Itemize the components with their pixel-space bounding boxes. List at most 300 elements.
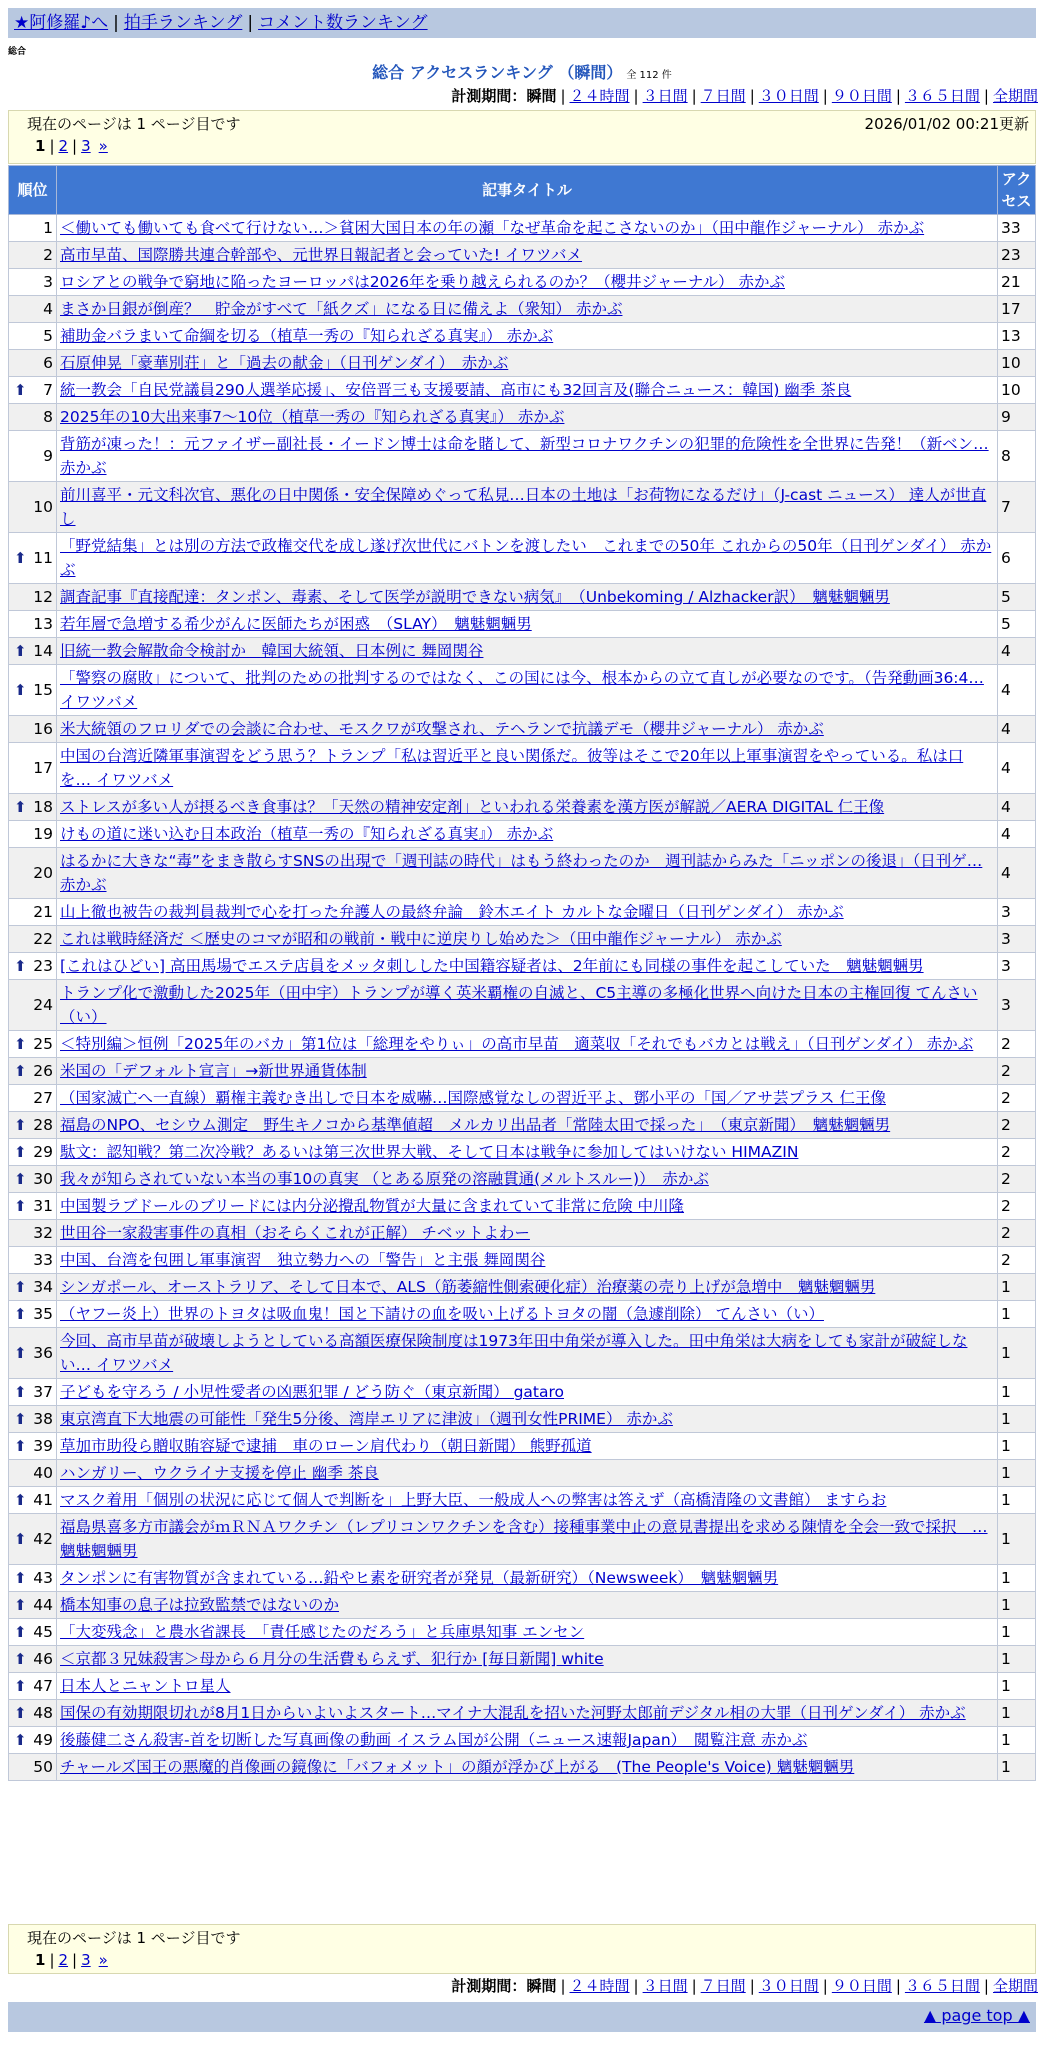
up-arrow-icon: ⬆ [14, 549, 27, 567]
title-cell [57, 743, 998, 794]
table-row [9, 323, 1036, 350]
table-row [9, 821, 1036, 848]
up-arrow-icon: ⬆ [14, 1383, 27, 1401]
top-navigation [8, 8, 1036, 38]
period-separator: | [749, 87, 755, 105]
table-row [9, 1193, 1036, 1220]
table-row [9, 1058, 1036, 1085]
period-link[interactable]: ３０日間 [758, 1977, 819, 1995]
article-title-link[interactable]: 東京湾直下大地震の可能性「発生5分後、湾岸エリアに津波」（週刊女性PRIME） 赤かぶ [60, 1410, 673, 1428]
access-count: 1 [998, 1406, 1036, 1433]
access-count: 1 [998, 1328, 1036, 1379]
rank-cell [9, 1565, 57, 1592]
rank-cell [9, 1247, 57, 1274]
table-row [9, 953, 1036, 980]
access-count: 2 [998, 1247, 1036, 1274]
table-row [9, 899, 1036, 926]
rank-cell [9, 1166, 57, 1193]
page-title [0, 60, 1044, 83]
period-separator: | [822, 1977, 828, 1995]
article-title-link[interactable]: タンポンに有害物質が含まれている…鉛やヒ素を研究者が発見（最新研究）（Newsweek） 魑魅魍魎男 [60, 1569, 779, 1587]
rank-cell [9, 1406, 57, 1433]
title-cell [57, 242, 998, 269]
article-title-link[interactable]: 米大統領のフロリダでの会談に合わせ、モスクワが攻撃され、テヘランで抗議デモ（櫻井ジャーナル） 赤かぶ [60, 720, 824, 738]
article-title-link[interactable]: けもの道に迷い込む日本政治（植草一秀の『知られざる真実』） 赤かぶ [60, 825, 554, 843]
up-arrow-icon: ⬆ [14, 1062, 27, 1080]
page-current: 1 [35, 137, 46, 155]
access-count: 3 [998, 980, 1036, 1031]
article-title-link[interactable]: [これはひどい] 高田馬場でエステ店員をメッタ刺しした中国籍容疑者は、2年前にも同様の事件を起こしていた 魑魅魍魎男 [60, 957, 924, 975]
table-row [9, 1433, 1036, 1460]
title-cell [57, 1754, 998, 1781]
nav-link-comment-ranking[interactable]: コメント数ランキング [258, 13, 428, 33]
article-title-link[interactable]: 石原伸晃「豪華別荘」と「過去の献金」（日刊ゲンダイ） 赤かぶ [60, 354, 509, 372]
article-title-link[interactable]: 駄文：認知戦？第二次冷戦？あるいは第三次世界大戦、そして日本は戦争に参加してはいけない HIMAZIN [60, 1143, 799, 1161]
article-title-link[interactable]: 草加市助役ら贈収賄容疑で逮捕 車のローン肩代わり（朝日新聞） 熊野孤道 [60, 1437, 592, 1455]
access-count: 3 [998, 926, 1036, 953]
article-title-link[interactable]: 「警察の腐敗」について、批判のための批判するのではなく、この国には今、根本からの立て直しが必要なのです。（告発動画36:4… イワツバメ [60, 669, 984, 711]
table-row [9, 1727, 1036, 1754]
title-cell [57, 1379, 998, 1406]
article-title-link[interactable]: 「野党結集」とは別の方法で政権交代を成し遂げ次世代にバトンを渡したい これまでの50年 これからの50年（日刊ゲンダイ） 赤かぶ [60, 537, 992, 579]
access-count: 1 [998, 1700, 1036, 1727]
article-title-link[interactable]: まさか日銀が倒産？ 貯金がすべて「紙クズ」になる日に備えよ（衆知） 赤かぶ [60, 300, 623, 318]
up-arrow-icon: ⬆ [14, 1305, 27, 1323]
rank-cell [9, 821, 57, 848]
period-link[interactable]: ３日間 [642, 1977, 688, 1995]
title-cell [57, 1673, 998, 1700]
period-link[interactable]: ２４時間 [569, 1977, 630, 1995]
rank-number: 29 [33, 1143, 53, 1161]
table-row [9, 1754, 1036, 1781]
article-title-link[interactable]: ＜特別編＞恒例「2025年のバカ」第1位は「総理をやりぃ」の高市早苗 適菜収「それでもバカとは戦え」（日刊ゲンダイ） 赤かぶ [60, 1035, 974, 1053]
rank-number: 28 [33, 1116, 53, 1134]
rank-number: 20 [33, 864, 53, 882]
title-cell [57, 1592, 998, 1619]
period-link[interactable]: ３０日間 [758, 87, 819, 105]
table-row [9, 1166, 1036, 1193]
rank-cell [9, 899, 57, 926]
period-current: 瞬間 [526, 87, 557, 105]
rank-number: 13 [33, 615, 53, 633]
up-arrow-icon: ⬆ [14, 1596, 27, 1614]
title-cell [57, 1085, 998, 1112]
page-link[interactable]: 3 [81, 1951, 91, 1969]
rank-cell [9, 1220, 57, 1247]
nav-separator: | [247, 13, 254, 33]
footer-bar [8, 2002, 1036, 2032]
total-count: 全 112 件 [626, 70, 672, 81]
table-row [9, 296, 1036, 323]
period-link[interactable]: ７日間 [700, 87, 746, 105]
table-row [9, 848, 1036, 899]
access-count: 1 [998, 1619, 1036, 1646]
rank-number: 32 [33, 1224, 53, 1242]
rank-number: 25 [33, 1035, 53, 1053]
up-arrow-icon: ⬆ [14, 1623, 27, 1641]
table-row [9, 215, 1036, 242]
access-count: 6 [998, 533, 1036, 584]
title-cell [57, 665, 998, 716]
article-title-link[interactable]: 「大変残念」と農水省課長 「責任感じたのだろう」と兵庫県知事 エンセン [60, 1623, 585, 1641]
rank-cell [9, 215, 57, 242]
page-separator: | [72, 137, 78, 155]
access-count: 2 [998, 1058, 1036, 1085]
period-link[interactable]: ７日間 [700, 1977, 746, 1995]
column-header-access: アクセス [998, 166, 1036, 215]
title-cell [57, 1406, 998, 1433]
rank-number: 46 [33, 1650, 53, 1668]
page-next-link[interactable]: » [98, 137, 108, 155]
period-label: 計測期間： [451, 1977, 527, 1995]
article-title-link[interactable]: これは戦時経済だ ＜歴史のコマが昭和の戦前・戦中に逆戻りし始めた＞（田中龍作ジャーナル） 赤かぶ [60, 930, 782, 948]
rank-cell [9, 1700, 57, 1727]
article-title-link[interactable]: 米国の「デフォルト宣言」→新世界通貨体制 [60, 1062, 367, 1080]
rank-number: 45 [33, 1623, 53, 1641]
article-title-link[interactable]: 中国製ラブドールのブリードには内分泌攪乱物質が大量に含まれていて非常に危険 中川隆 [60, 1197, 685, 1215]
article-title-link[interactable]: 調査記事『直接配達：タンポン、毒素、そして医学が説明できない病気』 （Unbekoming / Alzhacker訳） 魑魅魍魎男 [60, 588, 890, 606]
access-count: 10 [998, 377, 1036, 404]
up-arrow-icon: ⬆ [14, 1197, 27, 1215]
period-link[interactable]: ３６５日間 [904, 87, 980, 105]
access-count: 1 [998, 1673, 1036, 1700]
table-row [9, 1406, 1036, 1433]
title-cell [57, 1460, 998, 1487]
rank-cell [9, 926, 57, 953]
table-row [9, 716, 1036, 743]
period-link[interactable]: ９０日間 [831, 87, 892, 105]
up-arrow-icon: ⬆ [14, 1143, 27, 1161]
article-title-link[interactable]: 山上徹也被告の裁判員裁判で心を打った弁護人の最終弁論 鈴木エイト カルトな金曜日（日刊ゲンダイ） 赤かぶ [60, 903, 844, 921]
rank-number: 40 [33, 1464, 53, 1482]
rank-cell [9, 323, 57, 350]
article-title-link[interactable]: トランプ化で激動した2025年（田中宇）トランプが導く英米覇権の自滅と、C5主導の多極化世界へ向けた日本の主権回復 てんさい（い） [60, 984, 978, 1026]
rank-cell [9, 1754, 57, 1781]
period-link[interactable]: ３日間 [642, 87, 688, 105]
rank-cell [9, 350, 57, 377]
article-title-link[interactable]: 高市早苗、国際勝共連合幹部や、元世界日報記者と会っていた! イワツバメ [60, 246, 583, 264]
table-row [9, 1592, 1036, 1619]
title-cell [57, 794, 998, 821]
access-count: 3 [998, 899, 1036, 926]
article-title-link[interactable]: マスク着用「個別の状況に応じて個人で判断を」上野大臣、一般成人への弊害は答えず（高橋清隆の文書館） ますらお [60, 1491, 887, 1509]
up-arrow-icon: ⬆ [14, 642, 27, 660]
title-cell [57, 215, 998, 242]
rank-number: 34 [33, 1278, 53, 1296]
article-title-link[interactable]: シンガポール、オーストラリア、そして日本で、ALS（筋萎縮性側索硬化症）治療薬の売り上げが急増中 魑魅魍魎男 [60, 1278, 876, 1296]
rank-number: 8 [43, 408, 53, 426]
article-title-link[interactable]: 今回、高市早苗が破壊しようとしている高額医療保険制度は1973年田中角栄が導入した。田中角栄は大病をしても家計が破綻しない… イワツバメ [60, 1332, 968, 1374]
article-title-link[interactable]: 後藤健二さん殺害-首を切断した写真画像の動画 イスラム国が公開（ニュース速報Japan） 閲覧注意 赤かぶ [60, 1731, 808, 1749]
access-count: 13 [998, 323, 1036, 350]
title-cell [57, 1139, 998, 1166]
rank-number: 21 [33, 903, 53, 921]
title-cell [57, 1565, 998, 1592]
access-count: 2 [998, 1112, 1036, 1139]
rank-cell [9, 953, 57, 980]
page-top-link[interactable]: ▲ page top ▲ [923, 2006, 1030, 2025]
ranking-table [8, 165, 1036, 1781]
title-cell [57, 1112, 998, 1139]
rank-number: 10 [33, 498, 53, 516]
period-separator: | [895, 1977, 901, 1995]
article-title-link[interactable]: はるかに大きな“毒”をまき散らすSNSの出現で「週刊誌の時代」はもう終わったのか 週刊誌からみた「ニッポンの後退」（日刊ゲ… 赤かぶ [60, 852, 983, 894]
title-cell [57, 1700, 998, 1727]
nav-link-applause-ranking[interactable]: 拍手ランキング [123, 13, 243, 33]
article-title-link[interactable]: 国保の有効期限切れが8月1日からいよいよスタート…マイナ大混乱を招いた河野太郎前デジタル相の大罪（日刊ゲンダイ） 赤かぶ [60, 1704, 966, 1722]
access-count: 1 [998, 1514, 1036, 1565]
title-cell [57, 533, 998, 584]
title-cell [57, 296, 998, 323]
access-count: 1 [998, 1433, 1036, 1460]
article-title-link[interactable]: 福島のNPO、セシウム測定 野生キノコから基準値超 メルカリ出品者「常陸太田で採った」 （東京新聞） 魑魅魍魎男 [60, 1116, 891, 1134]
rank-number: 26 [33, 1062, 53, 1080]
article-title-link[interactable]: 世田谷一家殺害事件の真相（おそらくこれが正解） チベットよわー [60, 1224, 530, 1242]
article-title-link[interactable]: 旧統一教会解散命令検討か 韓国大統領、日本例に 舞岡関谷 [60, 642, 484, 660]
article-title-link[interactable]: 若年層で急増する希少がんに医師たちが困惑 （SLAY） 魑魅魍魎男 [60, 615, 532, 633]
rank-cell [9, 1274, 57, 1301]
column-header-title: 記事タイトル [57, 166, 998, 215]
access-count: 4 [998, 743, 1036, 794]
rank-cell [9, 482, 57, 533]
access-count: 1 [998, 1274, 1036, 1301]
access-count: 23 [998, 242, 1036, 269]
access-count: 2 [998, 1166, 1036, 1193]
rank-cell [9, 1112, 57, 1139]
table-row [9, 1460, 1036, 1487]
table-row [9, 665, 1036, 716]
rank-cell [9, 584, 57, 611]
up-arrow-icon: ⬆ [14, 1170, 27, 1188]
article-title-link[interactable]: 中国の台湾近隣軍事演習をどう思う？トランプ「私は習近平と良い関係だ。彼等はそこで20年以上軍事演習をやっている。私は口を… イワツバメ [60, 747, 964, 789]
period-separator: | [749, 1977, 755, 1995]
period-separator: | [633, 1977, 639, 1995]
section-label: 総合 [8, 47, 27, 57]
table-row [9, 1031, 1036, 1058]
access-count: 1 [998, 1646, 1036, 1673]
up-arrow-icon: ⬆ [14, 1677, 27, 1695]
article-title-link[interactable]: 前川喜平・元文科次官、悪化の日中関係・安全保障めぐって私見…日本の土地は「お荷物になるだけ」（J-cast ニュース） 達人が世直し [60, 486, 987, 528]
rank-cell [9, 1487, 57, 1514]
article-title-link[interactable]: 我々が知らされていない本当の事10の真実 （とある原発の溶融貫通(メルトスルー)） 赤かぶ [60, 1170, 709, 1188]
access-count: 10 [998, 350, 1036, 377]
period-selector-bottom [451, 1976, 1038, 1996]
rank-cell [9, 716, 57, 743]
rank-number: 14 [33, 642, 53, 660]
article-title-link[interactable]: （国家滅亡へ一直線）覇権主義むき出しで日本を威嚇…国際感覚なしの習近平よ、鄧小平の「国／アサ芸プラス 仁王像 [60, 1089, 886, 1107]
rank-number: 49 [33, 1731, 53, 1749]
period-link[interactable]: 全期間 [992, 1977, 1038, 1995]
period-link[interactable]: ２４時間 [569, 87, 630, 105]
table-row [9, 1619, 1036, 1646]
article-title-link[interactable]: 中国、台湾を包囲し軍事演習 独立勢力への「警告」と主張 舞岡関谷 [60, 1251, 546, 1269]
rank-number: 42 [33, 1530, 53, 1548]
rank-cell [9, 848, 57, 899]
page-link[interactable]: 2 [58, 1951, 69, 1969]
rank-number: 3 [43, 273, 53, 291]
rank-number: 33 [33, 1251, 53, 1269]
access-count: 4 [998, 665, 1036, 716]
rank-cell [9, 1301, 57, 1328]
access-count: 2 [998, 1085, 1036, 1112]
access-count: 21 [998, 269, 1036, 296]
access-count: 3 [998, 953, 1036, 980]
table-row [9, 350, 1036, 377]
access-count: 4 [998, 716, 1036, 743]
rank-number: 48 [33, 1704, 53, 1722]
table-row [9, 1565, 1036, 1592]
article-title-link[interactable]: （ヤフー炎上）世界のトヨタは吸血鬼！国と下請けの血を吸い上げるトヨタの闇（急遽削除） てんさい（い） [60, 1305, 824, 1323]
article-title-link[interactable]: 福島県喜多方市議会がｍＲＮＡワクチン（レプリコンワクチンを含む）接種事業中止の意見書提出を求める陳情を全会一致で採択 … 魑魅魍魎男 [60, 1518, 988, 1560]
article-title-link[interactable]: ハンガリー、ウクライナ支援を停止 幽季 茶良 [60, 1464, 379, 1482]
pagination-bottom [35, 1949, 1025, 1971]
access-count: 1 [998, 1301, 1036, 1328]
title-cell [57, 377, 998, 404]
title-cell [57, 953, 998, 980]
rank-number: 19 [33, 825, 53, 843]
title-cell [57, 431, 998, 482]
page-separator: | [72, 1951, 78, 1969]
period-separator: | [983, 1977, 989, 1995]
title-cell [57, 269, 998, 296]
article-title-link[interactable]: 2025年の10大出来事7～10位（植草一秀の『知られざる真実』） 赤かぶ [60, 408, 565, 426]
rank-number: 11 [33, 549, 53, 567]
table-row [9, 1247, 1036, 1274]
period-separator: | [691, 87, 697, 105]
period-separator: | [895, 87, 901, 105]
period-link[interactable]: ９０日間 [831, 1977, 892, 1995]
up-arrow-icon: ⬆ [14, 957, 27, 975]
period-link[interactable]: ３６５日間 [904, 1977, 980, 1995]
article-title-link[interactable]: チャールズ国王の悪魔的肖像画の鏡像に「バフォメット」の顔が浮かび上がる (The People's Voice) 魑魅魍魎男 [60, 1758, 855, 1776]
rank-cell [9, 794, 57, 821]
access-count: 1 [998, 1379, 1036, 1406]
period-separator: | [633, 87, 639, 105]
page-info-bottom [8, 1924, 1036, 1974]
title-cell [57, 716, 998, 743]
article-title-link[interactable]: ロシアとの戦争で窮地に陥ったヨーロッパは2026年を乗り越えられるのか？（櫻井ジャーナル） 赤かぶ [60, 273, 785, 291]
article-title-link[interactable]: ＜京都３兄妹殺害＞母から６月分の生活費もらえず、犯行か [毎日新聞] white [60, 1650, 604, 1668]
article-title-link[interactable]: 統一教会「自民党議員290人選挙応援」、安倍晋三も支援要請、高市にも32回言及(聯合ニュース：韓国) 幽季 茶良 [60, 381, 852, 399]
title-cell [57, 821, 998, 848]
article-title-link[interactable]: 日本人とニャントロ星人 [60, 1677, 231, 1695]
table-row [9, 1487, 1036, 1514]
table-row [9, 743, 1036, 794]
table-row [9, 638, 1036, 665]
article-title-link[interactable]: 背筋が凍った！：元ファイザー副社長・イードン博士は命を賭して、新型コロナワクチンの犯罪的危険性を全世界に告発！（新ベン… 赤かぶ [60, 435, 989, 477]
rank-number: 15 [33, 681, 53, 699]
access-count: 1 [998, 1754, 1036, 1781]
table-row [9, 1112, 1036, 1139]
rank-number: 38 [33, 1410, 53, 1428]
title-cell [57, 482, 998, 533]
period-current: 瞬間 [526, 1977, 557, 1995]
access-count: 2 [998, 1220, 1036, 1247]
rank-number: 6 [43, 354, 53, 372]
rank-cell [9, 1058, 57, 1085]
table-row [9, 377, 1036, 404]
title-cell [57, 1727, 998, 1754]
access-count: 1 [998, 1727, 1036, 1754]
table-row [9, 1700, 1036, 1727]
rank-cell [9, 431, 57, 482]
table-row [9, 1085, 1036, 1112]
current-page-text: 現在のページは 1 ページ目です [27, 115, 241, 133]
access-count: 8 [998, 431, 1036, 482]
table-row [9, 1328, 1036, 1379]
title-cell [57, 1031, 998, 1058]
rank-cell [9, 1085, 57, 1112]
article-title-link[interactable]: 橋本知事の息子は拉致監禁ではないのか [60, 1596, 340, 1614]
page-link[interactable]: 2 [58, 137, 69, 155]
access-count: 9 [998, 404, 1036, 431]
up-arrow-icon: ⬆ [14, 1491, 27, 1509]
table-row [9, 482, 1036, 533]
title-cell [57, 1433, 998, 1460]
page-link[interactable]: 3 [81, 137, 91, 155]
title-cell [57, 1274, 998, 1301]
rank-cell [9, 1619, 57, 1646]
title-cell [57, 1487, 998, 1514]
page-info-top [8, 110, 1036, 164]
rank-number: 22 [33, 930, 53, 948]
rank-number: 50 [33, 1758, 53, 1776]
article-title-link[interactable]: ストレスが多い人が摂るべき食事は？「天然の精神安定剤」といわれる栄養素を漢方医が解説／AERA DIGITAL 仁王像 [60, 798, 885, 816]
access-count: 33 [998, 215, 1036, 242]
title-cell [57, 584, 998, 611]
title-cell [57, 1301, 998, 1328]
access-count: 4 [998, 848, 1036, 899]
period-separator: | [983, 87, 989, 105]
page-separator: | [49, 137, 55, 155]
article-title-link[interactable]: 補助金バラまいて命綱を切る（植草一秀の『知られざる真実』） 赤かぶ [60, 327, 554, 345]
up-arrow-icon: ⬆ [14, 1569, 27, 1587]
period-link[interactable]: 全期間 [992, 87, 1038, 105]
title-cell [57, 1220, 998, 1247]
column-header-rank: 順位 [9, 166, 57, 215]
rank-number: 1 [43, 219, 53, 237]
table-row [9, 1301, 1036, 1328]
page-current: 1 [35, 1951, 46, 1969]
period-selector-top [451, 86, 1038, 106]
table-row [9, 1673, 1036, 1700]
table-row [9, 1274, 1036, 1301]
rank-cell [9, 1139, 57, 1166]
article-title-link[interactable]: ＜働いても働いても食べて行けない…＞貧困大国日本の年の瀬「なぜ革命を起こさないのか」（田中龍作ジャーナル） 赤かぶ [60, 219, 925, 237]
rank-number: 36 [33, 1344, 53, 1362]
page-next-link[interactable]: » [98, 1951, 108, 1969]
table-row [9, 1139, 1036, 1166]
access-count: 4 [998, 794, 1036, 821]
up-arrow-icon: ⬆ [14, 798, 27, 816]
rank-cell [9, 638, 57, 665]
title-cell [57, 350, 998, 377]
up-arrow-icon: ⬆ [14, 1035, 27, 1053]
title-cell [57, 1619, 998, 1646]
period-separator: | [822, 87, 828, 105]
title-cell [57, 1058, 998, 1085]
up-arrow-icon: ⬆ [14, 1116, 27, 1134]
nav-link-asyura[interactable]: ★阿修羅♪へ [14, 13, 109, 33]
rank-cell [9, 1193, 57, 1220]
rank-cell [9, 1031, 57, 1058]
rank-number: 31 [33, 1197, 53, 1215]
rank-number: 41 [33, 1491, 53, 1509]
article-title-link[interactable]: 子どもを守ろう / 小児性愛者の凶悪犯罪 / どう防ぐ（東京新聞） gataro [60, 1383, 565, 1401]
table-row [9, 533, 1036, 584]
rank-number: 35 [33, 1305, 53, 1323]
up-arrow-icon: ⬆ [14, 1704, 27, 1722]
